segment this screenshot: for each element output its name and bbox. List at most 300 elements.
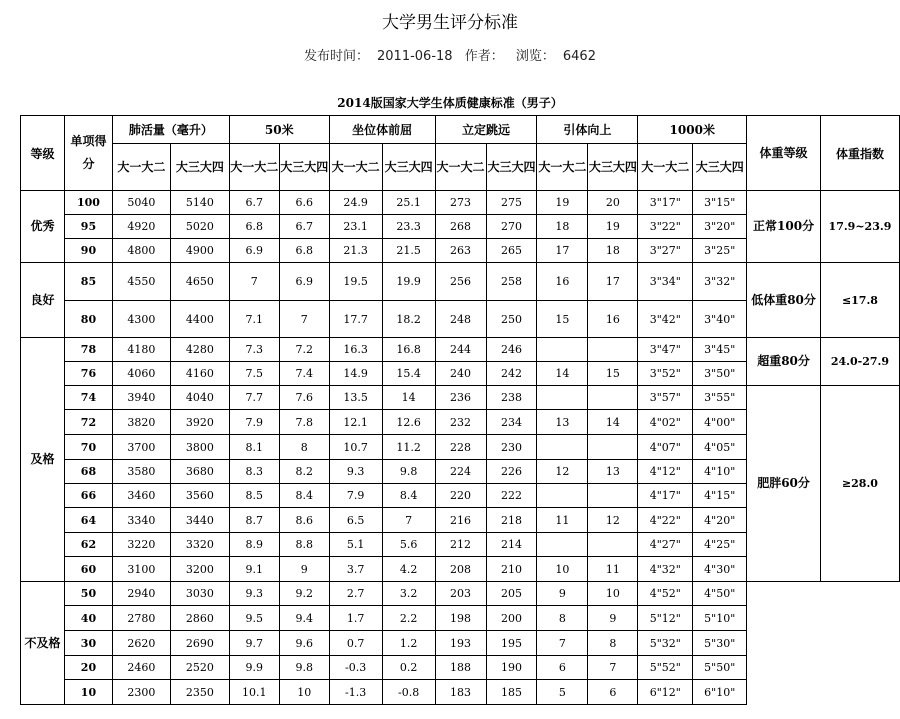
lung-capacity-year-3-4: 2520 (170, 656, 229, 680)
long-jump-year-3-4: 246 (486, 338, 537, 362)
lung-capacity-year-3-4: 3320 (170, 533, 229, 557)
run-50m-year-3-4: 8 (279, 435, 329, 460)
header-item-score: 单项得分 (64, 116, 112, 191)
table-title: 2014版国家大学生体质健康标准（男子） (337, 96, 563, 110)
header-year-1-2: 大一大二 (112, 144, 170, 191)
header-bmi: 体重指数 (820, 116, 899, 191)
publish-label: 发布时间： (304, 49, 370, 64)
run-1000m-year-1-2: 4"27" (638, 533, 693, 557)
sit-and-reach-year-1-2: 19.5 (329, 263, 382, 301)
run-50m-year-3-4: 9.6 (279, 631, 329, 656)
pull-up-year-3-4: 17 (588, 263, 638, 301)
weight-grade-normal-bmi: 17.9~23.9 (820, 191, 899, 263)
lung-capacity-year-3-4: 4900 (170, 239, 229, 263)
run-50m-year-3-4: 8.2 (279, 460, 329, 484)
lung-capacity-year-1-2: 3700 (112, 435, 170, 460)
table-row (21, 263, 900, 301)
sit-and-reach-year-3-4: 14 (382, 386, 435, 410)
table-row (21, 191, 900, 215)
lung-capacity-year-3-4: 3560 (170, 484, 229, 508)
page-title: 大学男生评分标准 (382, 13, 518, 33)
pull-up-year-1-2: 9 (537, 582, 588, 606)
long-jump-year-3-4: 238 (486, 386, 537, 410)
pull-up-year-1-2: 12 (537, 460, 588, 484)
run-50m-year-3-4: 9.4 (279, 606, 329, 631)
run-1000m-year-1-2: 4"07" (638, 435, 693, 460)
pull-up-year-3-4: 6 (588, 680, 638, 705)
run-50m-year-3-4: 6.6 (279, 191, 329, 215)
run-50m-year-3-4: 6.7 (279, 215, 329, 239)
sit-and-reach-year-1-2: 23.1 (329, 215, 382, 239)
pull-up-year-1-2: 16 (537, 263, 588, 301)
grade-good: 良好 (21, 263, 65, 338)
long-jump-year-1-2: 268 (435, 215, 486, 239)
item-score: 100 (64, 191, 112, 215)
article-meta (0, 45, 900, 64)
long-jump-year-3-4: 234 (486, 410, 537, 435)
views-label: 浏览： (515, 49, 555, 64)
author-label: 作者： (464, 49, 504, 64)
run-50m-year-1-2: 8.1 (229, 435, 279, 460)
run-1000m-year-1-2: 5"32" (638, 631, 693, 656)
item-score: 64 (64, 508, 112, 533)
run-1000m-year-3-4: 3"32" (693, 263, 747, 301)
pull-up-year-1-2 (537, 533, 588, 557)
run-50m-year-1-2: 8.9 (229, 533, 279, 557)
long-jump-year-1-2: 256 (435, 263, 486, 301)
pull-up-year-1-2: 10 (537, 557, 588, 582)
run-50m-year-1-2: 6.8 (229, 215, 279, 239)
views-count: 6462 (562, 49, 596, 64)
long-jump-year-3-4: 250 (486, 301, 537, 338)
run-50m-year-1-2: 9.1 (229, 557, 279, 582)
sit-and-reach-year-3-4: 1.2 (382, 631, 435, 656)
item-score: 70 (64, 435, 112, 460)
run-1000m-year-3-4: 4"20" (693, 508, 747, 533)
run-50m-year-3-4: 9 (279, 557, 329, 582)
long-jump-year-3-4: 242 (486, 362, 537, 386)
long-jump-year-3-4: 258 (486, 263, 537, 301)
run-1000m-year-3-4: 4"30" (693, 557, 747, 582)
lung-capacity-year-1-2: 3580 (112, 460, 170, 484)
sit-and-reach-year-3-4: -0.8 (382, 680, 435, 705)
sit-and-reach-year-1-2: 10.7 (329, 435, 382, 460)
run-50m-year-1-2: 9.9 (229, 656, 279, 680)
lung-capacity-year-3-4: 4040 (170, 386, 229, 410)
pull-up-year-3-4: 16 (588, 301, 638, 338)
long-jump-year-3-4: 275 (486, 191, 537, 215)
lung-capacity-year-3-4: 5140 (170, 191, 229, 215)
sit-and-reach-year-1-2: -1.3 (329, 680, 382, 705)
long-jump-year-3-4: 185 (486, 680, 537, 705)
sit-and-reach-year-3-4: 15.4 (382, 362, 435, 386)
sit-and-reach-year-3-4: 8.4 (382, 484, 435, 508)
run-1000m-year-3-4: 4"05" (693, 435, 747, 460)
long-jump-year-1-2: 248 (435, 301, 486, 338)
sit-and-reach-year-1-2: 0.7 (329, 631, 382, 656)
run-1000m-year-3-4: 4"50" (693, 582, 747, 606)
run-1000m-year-3-4: 3"50" (693, 362, 747, 386)
run-1000m-year-1-2: 3"34" (638, 263, 693, 301)
pull-up-year-1-2: 14 (537, 362, 588, 386)
sit-and-reach-year-3-4: 25.1 (382, 191, 435, 215)
sit-and-reach-year-3-4: 19.9 (382, 263, 435, 301)
long-jump-year-1-2: 232 (435, 410, 486, 435)
pull-up-year-3-4: 10 (588, 582, 638, 606)
run-50m-year-3-4: 7.4 (279, 362, 329, 386)
pull-up-year-3-4 (588, 533, 638, 557)
pull-up-year-1-2: 8 (537, 606, 588, 631)
run-50m-year-1-2: 6.7 (229, 191, 279, 215)
sit-and-reach-year-1-2: 7.9 (329, 484, 382, 508)
pull-up-year-3-4: 13 (588, 460, 638, 484)
run-50m-year-1-2: 7.1 (229, 301, 279, 338)
run-1000m-year-1-2: 3"17" (638, 191, 693, 215)
long-jump-year-3-4: 210 (486, 557, 537, 582)
long-jump-year-1-2: 224 (435, 460, 486, 484)
lung-capacity-year-3-4: 4280 (170, 338, 229, 362)
run-50m-year-1-2: 9.3 (229, 582, 279, 606)
item-score: 20 (64, 656, 112, 680)
long-jump-year-1-2: 273 (435, 191, 486, 215)
run-1000m-year-1-2: 4"32" (638, 557, 693, 582)
item-score: 68 (64, 460, 112, 484)
sit-and-reach-year-1-2: 6.5 (329, 508, 382, 533)
header-year-3-4: 大三大四 (279, 144, 329, 191)
pull-up-year-1-2 (537, 435, 588, 460)
long-jump-year-1-2: 203 (435, 582, 486, 606)
sit-and-reach-year-3-4: 12.6 (382, 410, 435, 435)
run-50m-year-3-4: 7.8 (279, 410, 329, 435)
lung-capacity-year-1-2: 2620 (112, 631, 170, 656)
run-50m-year-1-2: 8.7 (229, 508, 279, 533)
long-jump-year-3-4: 222 (486, 484, 537, 508)
header-year-1-2: 大一大二 (329, 144, 382, 191)
item-score: 62 (64, 533, 112, 557)
sit-and-reach-year-1-2: 1.7 (329, 606, 382, 631)
lung-capacity-year-1-2: 2460 (112, 656, 170, 680)
pull-up-year-3-4: 9 (588, 606, 638, 631)
run-1000m-year-1-2: 3"42" (638, 301, 693, 338)
table-row (21, 631, 900, 656)
run-50m-year-3-4: 7 (279, 301, 329, 338)
pull-up-year-1-2: 15 (537, 301, 588, 338)
run-1000m-year-3-4: 4"00" (693, 410, 747, 435)
header-year-3-4: 大三大四 (382, 144, 435, 191)
lung-capacity-year-1-2: 2300 (112, 680, 170, 705)
sit-and-reach-year-3-4: 18.2 (382, 301, 435, 338)
pull-up-year-1-2: 17 (537, 239, 588, 263)
run-50m-year-3-4: 9.8 (279, 656, 329, 680)
lung-capacity-year-3-4: 3200 (170, 557, 229, 582)
long-jump-year-1-2: 183 (435, 680, 486, 705)
long-jump-year-1-2: 236 (435, 386, 486, 410)
pull-up-year-1-2: 6 (537, 656, 588, 680)
publish-date: 2011-06-18 (377, 49, 453, 64)
pull-up-year-3-4 (588, 386, 638, 410)
pull-up-year-3-4: 12 (588, 508, 638, 533)
run-1000m-year-1-2: 6"12" (638, 680, 693, 705)
lung-capacity-year-1-2: 2780 (112, 606, 170, 631)
long-jump-year-3-4: 195 (486, 631, 537, 656)
item-score: 40 (64, 606, 112, 631)
long-jump-year-3-4: 226 (486, 460, 537, 484)
long-jump-year-1-2: 188 (435, 656, 486, 680)
long-jump-year-3-4: 200 (486, 606, 537, 631)
lung-capacity-year-1-2: 4060 (112, 362, 170, 386)
lung-capacity-year-1-2: 3220 (112, 533, 170, 557)
long-jump-year-3-4: 230 (486, 435, 537, 460)
table-row (21, 680, 900, 705)
run-1000m-year-3-4: 4"15" (693, 484, 747, 508)
long-jump-year-1-2: 193 (435, 631, 486, 656)
run-50m-year-1-2: 9.7 (229, 631, 279, 656)
long-jump-year-1-2: 212 (435, 533, 486, 557)
long-jump-year-1-2: 228 (435, 435, 486, 460)
grade-excellent: 优秀 (21, 191, 65, 263)
weight-grade-overweight-bmi: 24.0-27.9 (820, 338, 899, 386)
lung-capacity-year-3-4: 4160 (170, 362, 229, 386)
sit-and-reach-year-3-4: 3.2 (382, 582, 435, 606)
run-1000m-year-1-2: 5"12" (638, 606, 693, 631)
pull-up-year-3-4: 14 (588, 410, 638, 435)
pull-up-year-1-2: 11 (537, 508, 588, 533)
run-1000m-year-1-2: 4"17" (638, 484, 693, 508)
run-50m-year-3-4: 7.2 (279, 338, 329, 362)
sit-and-reach-year-1-2: 2.7 (329, 582, 382, 606)
sit-and-reach-year-1-2: 12.1 (329, 410, 382, 435)
run-50m-year-3-4: 7.6 (279, 386, 329, 410)
item-score: 90 (64, 239, 112, 263)
run-1000m-year-1-2: 4"52" (638, 582, 693, 606)
run-50m-year-3-4: 6.9 (279, 263, 329, 301)
header-year-3-4: 大三大四 (486, 144, 537, 191)
run-50m-year-3-4: 8.6 (279, 508, 329, 533)
lung-capacity-year-1-2: 5040 (112, 191, 170, 215)
run-1000m-year-3-4: 3"45" (693, 338, 747, 362)
long-jump-year-1-2: 220 (435, 484, 486, 508)
table-row (21, 656, 900, 680)
standards-table (20, 115, 900, 705)
sit-and-reach-year-3-4: 5.6 (382, 533, 435, 557)
lung-capacity-year-1-2: 4920 (112, 215, 170, 239)
sit-and-reach-year-1-2: 14.9 (329, 362, 382, 386)
run-1000m-year-3-4: 3"55" (693, 386, 747, 410)
header-year-1-2: 大一大二 (229, 144, 279, 191)
pull-up-year-3-4 (588, 435, 638, 460)
item-score: 95 (64, 215, 112, 239)
lung-capacity-year-1-2: 4300 (112, 301, 170, 338)
header-year-3-4: 大三大四 (170, 144, 229, 191)
lung-capacity-year-1-2: 3100 (112, 557, 170, 582)
lung-capacity-year-3-4: 3800 (170, 435, 229, 460)
sit-and-reach-year-3-4: 0.2 (382, 656, 435, 680)
long-jump-year-3-4: 205 (486, 582, 537, 606)
pull-up-year-3-4: 7 (588, 656, 638, 680)
sit-and-reach-year-3-4: 9.8 (382, 460, 435, 484)
run-1000m-year-1-2: 5"52" (638, 656, 693, 680)
sit-and-reach-year-1-2: 21.3 (329, 239, 382, 263)
pull-up-year-3-4 (588, 338, 638, 362)
run-1000m-year-3-4: 5"50" (693, 656, 747, 680)
run-50m-year-1-2: 7.7 (229, 386, 279, 410)
sit-and-reach-year-1-2: 13.5 (329, 386, 382, 410)
pull-up-year-1-2: 13 (537, 410, 588, 435)
run-1000m-year-3-4: 4"25" (693, 533, 747, 557)
pull-up-year-3-4: 8 (588, 631, 638, 656)
long-jump-year-1-2: 263 (435, 239, 486, 263)
table-row (21, 386, 900, 410)
lung-capacity-year-1-2: 3340 (112, 508, 170, 533)
grade-fail: 不及格 (21, 582, 65, 705)
item-score: 74 (64, 386, 112, 410)
header-long-jump: 立定跳远 (435, 116, 537, 144)
lung-capacity-year-3-4: 3920 (170, 410, 229, 435)
sit-and-reach-year-3-4: 16.8 (382, 338, 435, 362)
long-jump-year-3-4: 270 (486, 215, 537, 239)
pull-up-year-3-4: 19 (588, 215, 638, 239)
header-year-1-2: 大一大二 (638, 144, 693, 191)
run-1000m-year-3-4: 3"40" (693, 301, 747, 338)
run-1000m-year-1-2: 4"02" (638, 410, 693, 435)
run-50m-year-1-2: 10.1 (229, 680, 279, 705)
sit-and-reach-year-3-4: 23.3 (382, 215, 435, 239)
sit-and-reach-year-3-4: 4.2 (382, 557, 435, 582)
run-1000m-year-3-4: 4"10" (693, 460, 747, 484)
sit-and-reach-year-3-4: 21.5 (382, 239, 435, 263)
lung-capacity-year-1-2: 3460 (112, 484, 170, 508)
lung-capacity-year-1-2: 3820 (112, 410, 170, 435)
pull-up-year-1-2: 19 (537, 191, 588, 215)
lung-capacity-year-3-4: 2690 (170, 631, 229, 656)
pull-up-year-3-4: 18 (588, 239, 638, 263)
lung-capacity-year-3-4: 2860 (170, 606, 229, 631)
long-jump-year-3-4: 190 (486, 656, 537, 680)
item-score: 30 (64, 631, 112, 656)
table-row (21, 606, 900, 631)
run-1000m-year-1-2: 3"52" (638, 362, 693, 386)
run-1000m-year-3-4: 6"10" (693, 680, 747, 705)
weight-grade-obese-bmi: ≥28.0 (820, 386, 899, 582)
sit-and-reach-year-1-2: 16.3 (329, 338, 382, 362)
pull-up-year-1-2: 18 (537, 215, 588, 239)
item-score: 78 (64, 338, 112, 362)
pull-up-year-3-4: 15 (588, 362, 638, 386)
lung-capacity-year-1-2: 4550 (112, 263, 170, 301)
item-score: 72 (64, 410, 112, 435)
lung-capacity-year-3-4: 2350 (170, 680, 229, 705)
run-1000m-year-1-2: 3"22" (638, 215, 693, 239)
weight-grade-normal: 正常100分 (747, 191, 821, 263)
header-lung-capacity: 肺活量（毫升） (112, 116, 229, 144)
run-1000m-year-1-2: 3"57" (638, 386, 693, 410)
lung-capacity-year-3-4: 4400 (170, 301, 229, 338)
grade-pass: 及格 (21, 338, 65, 582)
run-1000m-year-3-4: 5"10" (693, 606, 747, 631)
run-1000m-year-3-4: 5"30" (693, 631, 747, 656)
run-50m-year-3-4: 10 (279, 680, 329, 705)
pull-up-year-3-4: 20 (588, 191, 638, 215)
header-1000m: 1000米 (638, 116, 747, 144)
item-score: 60 (64, 557, 112, 582)
sit-and-reach-year-1-2: 17.7 (329, 301, 382, 338)
lung-capacity-year-3-4: 3440 (170, 508, 229, 533)
long-jump-year-3-4: 265 (486, 239, 537, 263)
sit-and-reach-year-1-2: -0.3 (329, 656, 382, 680)
sit-and-reach-year-1-2: 5.1 (329, 533, 382, 557)
run-50m-year-1-2: 8.3 (229, 460, 279, 484)
run-1000m-year-3-4: 3"20" (693, 215, 747, 239)
run-50m-year-1-2: 7.9 (229, 410, 279, 435)
item-score: 76 (64, 362, 112, 386)
sit-and-reach-year-1-2: 9.3 (329, 460, 382, 484)
run-1000m-year-1-2: 3"27" (638, 239, 693, 263)
table-row (21, 338, 900, 362)
lung-capacity-year-3-4: 5020 (170, 215, 229, 239)
run-50m-year-1-2: 6.9 (229, 239, 279, 263)
header-pull-up: 引体向上 (537, 116, 638, 144)
long-jump-year-1-2: 240 (435, 362, 486, 386)
lung-capacity-year-1-2: 3940 (112, 386, 170, 410)
long-jump-year-3-4: 214 (486, 533, 537, 557)
run-50m-year-3-4: 6.8 (279, 239, 329, 263)
pull-up-year-1-2 (537, 386, 588, 410)
run-1000m-year-1-2: 4"22" (638, 508, 693, 533)
run-50m-year-3-4: 9.2 (279, 582, 329, 606)
header-sit-and-reach: 坐位体前屈 (329, 116, 435, 144)
pull-up-year-3-4: 11 (588, 557, 638, 582)
weight-grade-obese: 肥胖60分 (747, 386, 821, 582)
header-year-1-2: 大一大二 (537, 144, 588, 191)
run-50m-year-1-2: 7 (229, 263, 279, 301)
pull-up-year-1-2: 7 (537, 631, 588, 656)
lung-capacity-year-1-2: 2940 (112, 582, 170, 606)
item-score: 85 (64, 263, 112, 301)
sit-and-reach-year-3-4: 7 (382, 508, 435, 533)
run-50m-year-1-2: 9.5 (229, 606, 279, 631)
run-50m-year-3-4: 8.4 (279, 484, 329, 508)
sit-and-reach-year-3-4: 2.2 (382, 606, 435, 631)
lung-capacity-year-3-4: 3030 (170, 582, 229, 606)
sit-and-reach-year-1-2: 24.9 (329, 191, 382, 215)
run-50m-year-1-2: 7.5 (229, 362, 279, 386)
long-jump-year-1-2: 244 (435, 338, 486, 362)
run-1000m-year-1-2: 3"47" (638, 338, 693, 362)
lung-capacity-year-1-2: 4800 (112, 239, 170, 263)
run-50m-year-1-2: 7.3 (229, 338, 279, 362)
lung-capacity-year-1-2: 4180 (112, 338, 170, 362)
pull-up-year-1-2: 5 (537, 680, 588, 705)
pull-up-year-1-2 (537, 484, 588, 508)
long-jump-year-3-4: 218 (486, 508, 537, 533)
pull-up-year-1-2 (537, 338, 588, 362)
lung-capacity-year-3-4: 4650 (170, 263, 229, 301)
item-score: 80 (64, 301, 112, 338)
long-jump-year-1-2: 216 (435, 508, 486, 533)
header-weight-grade: 体重等级 (747, 116, 821, 191)
weight-grade-underweight: 低体重80分 (747, 263, 821, 338)
header-grade: 等级 (21, 116, 65, 191)
weight-grade-underweight-bmi: ≤17.8 (820, 263, 899, 338)
header-50m: 50米 (229, 116, 329, 144)
long-jump-year-1-2: 208 (435, 557, 486, 582)
header-year-3-4: 大三大四 (693, 144, 747, 191)
run-1000m-year-3-4: 3"15" (693, 191, 747, 215)
item-score: 10 (64, 680, 112, 705)
sit-and-reach-year-3-4: 11.2 (382, 435, 435, 460)
run-1000m-year-1-2: 4"12" (638, 460, 693, 484)
lung-capacity-year-3-4: 3680 (170, 460, 229, 484)
